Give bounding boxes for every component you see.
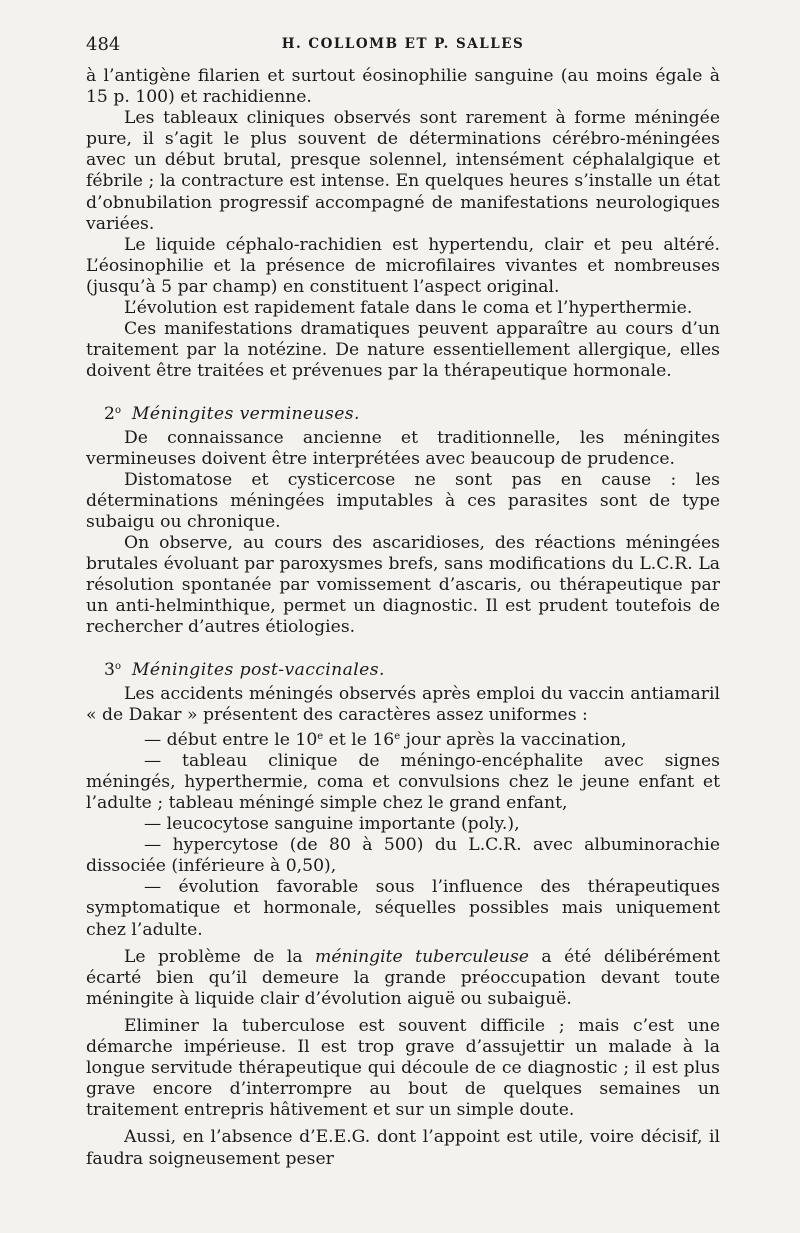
section-number: 3 <box>104 660 115 681</box>
paragraph-text: Le problème de la <box>124 946 316 967</box>
paragraph: Les accidents méningés observés après emploi du vaccin antiamaril « de Dakar » présentent des caractères assez uniformes : <box>86 683 720 725</box>
paragraph: L’évolution est rapidement fatale dans le coma et l’hyperthermie. <box>124 298 693 319</box>
section-heading-2 <box>86 400 720 425</box>
section-heading-3 <box>86 656 720 681</box>
paragraph: Eliminer la tuberculose est souvent difficile ; mais c’est une démarche impérieuse. Il est trop grave d’assujettir un malade à la longue servitude thérapeutique qui découle de ce diagnostic ; il est plus grave encore d’interrompre au bout de quelques semaines un traitement entrepris hâtivement et sur un simple doute. <box>86 1015 720 1121</box>
list-item: — évolution favorable sous l’influence des thérapeutiques symptomatique et hormonale, séquelles possibles mais uniquement chez l’adulte. <box>86 877 720 940</box>
paragraph-text: a été délibérément écarté bien qu’il demeure la grande préoccupation devant toute méningite à liquide clair d’évolution aiguë ou subaiguë. <box>86 946 720 1009</box>
degree-mark: o <box>114 405 121 417</box>
running-head: H. COLLOMB ET P. SALLES <box>281 36 525 52</box>
ordinal-suffix: e <box>394 730 401 742</box>
body-text <box>86 66 720 1170</box>
paragraph: Ces manifestations dramatiques peuvent apparaître au cours d’un traitement par la notézine. De nature essentiellement allergique, elles doivent être traitées et prévenues par la thérapeutique hormonale. <box>86 319 720 382</box>
paragraph: Aussi, en l’absence d’E.E.G. dont l’appoint est utile, voire décisif, il faudra soigneusement peser <box>86 1127 720 1169</box>
page-header <box>86 34 720 58</box>
emphasis-text: méningite tuberculeuse <box>315 946 529 967</box>
list-item-text: et le 16 <box>323 729 395 750</box>
paragraph: à l’antigène filarien et surtout éosinophilie sanguine (au moins égale à 15 p. 100) et rachidienne. <box>86 66 720 108</box>
degree-mark: o <box>114 661 121 673</box>
paragraph: De connaissance ancienne et traditionnelle, les méningites vermineuses doivent être interprétées avec beaucoup de prudence. <box>86 427 720 469</box>
paragraph <box>86 947 720 1010</box>
list-item: — leucocytose sanguine importante (poly.), <box>144 814 520 835</box>
page-number: 484 <box>86 34 121 55</box>
section-title: Méningites vermineuses. <box>131 404 360 425</box>
ordinal-suffix: e <box>317 730 324 742</box>
list-item-text: — début entre le 10 <box>144 729 318 750</box>
list-item <box>86 726 720 751</box>
paragraph: Les tableaux cliniques observés sont rarement à forme méningée pure, il s’agit le plus souvent de déterminations cérébro-méningées avec un début brutal, presque solennel, intensément céphalalgique et fébrile ; la contracture est intense. En quelques heures s’installe un état d’obnubilation progressif accompagné de manifestations neurologiques variées. <box>86 108 720 234</box>
list-item: — hypercytose (de 80 à 500) du L.C.R. avec albuminorachie dissociée (inférieure à 0,50), <box>86 835 720 877</box>
paragraph: Le liquide céphalo-rachidien est hypertendu, clair et peu altéré. L’éosinophilie et la présence de microfilaires vivantes et nombreuses (jusqu’à 5 par champ) en constituent l’aspect original. <box>86 234 720 297</box>
list-item-text: jour après la vaccination, <box>400 729 627 750</box>
list-item: — tableau clinique de méningo-encéphalite avec signes méningés, hyperthermie, coma et convulsions chez le jeune enfant et l’adulte ; tableau méningé simple chez le grand enfant, <box>86 750 720 813</box>
section-title: Méningites post-vaccinales. <box>131 660 385 681</box>
paragraph: Distomatose et cysticercose ne sont pas en cause : les déterminations méningées imputables à ces parasites sont de type subaigu ou chronique. <box>86 469 720 532</box>
paragraph: On observe, au cours des ascaridioses, des réactions méningées brutales évoluant par paroxysmes brefs, sans modifications du L.C.R. La résolution spontanée par vomissement d’ascaris, ou thérapeutique par un anti-helminthique, permet un diagnostic. Il est prudent toutefois de rechercher d’autres étiologies. <box>86 532 720 638</box>
section-number: 2 <box>104 404 115 425</box>
